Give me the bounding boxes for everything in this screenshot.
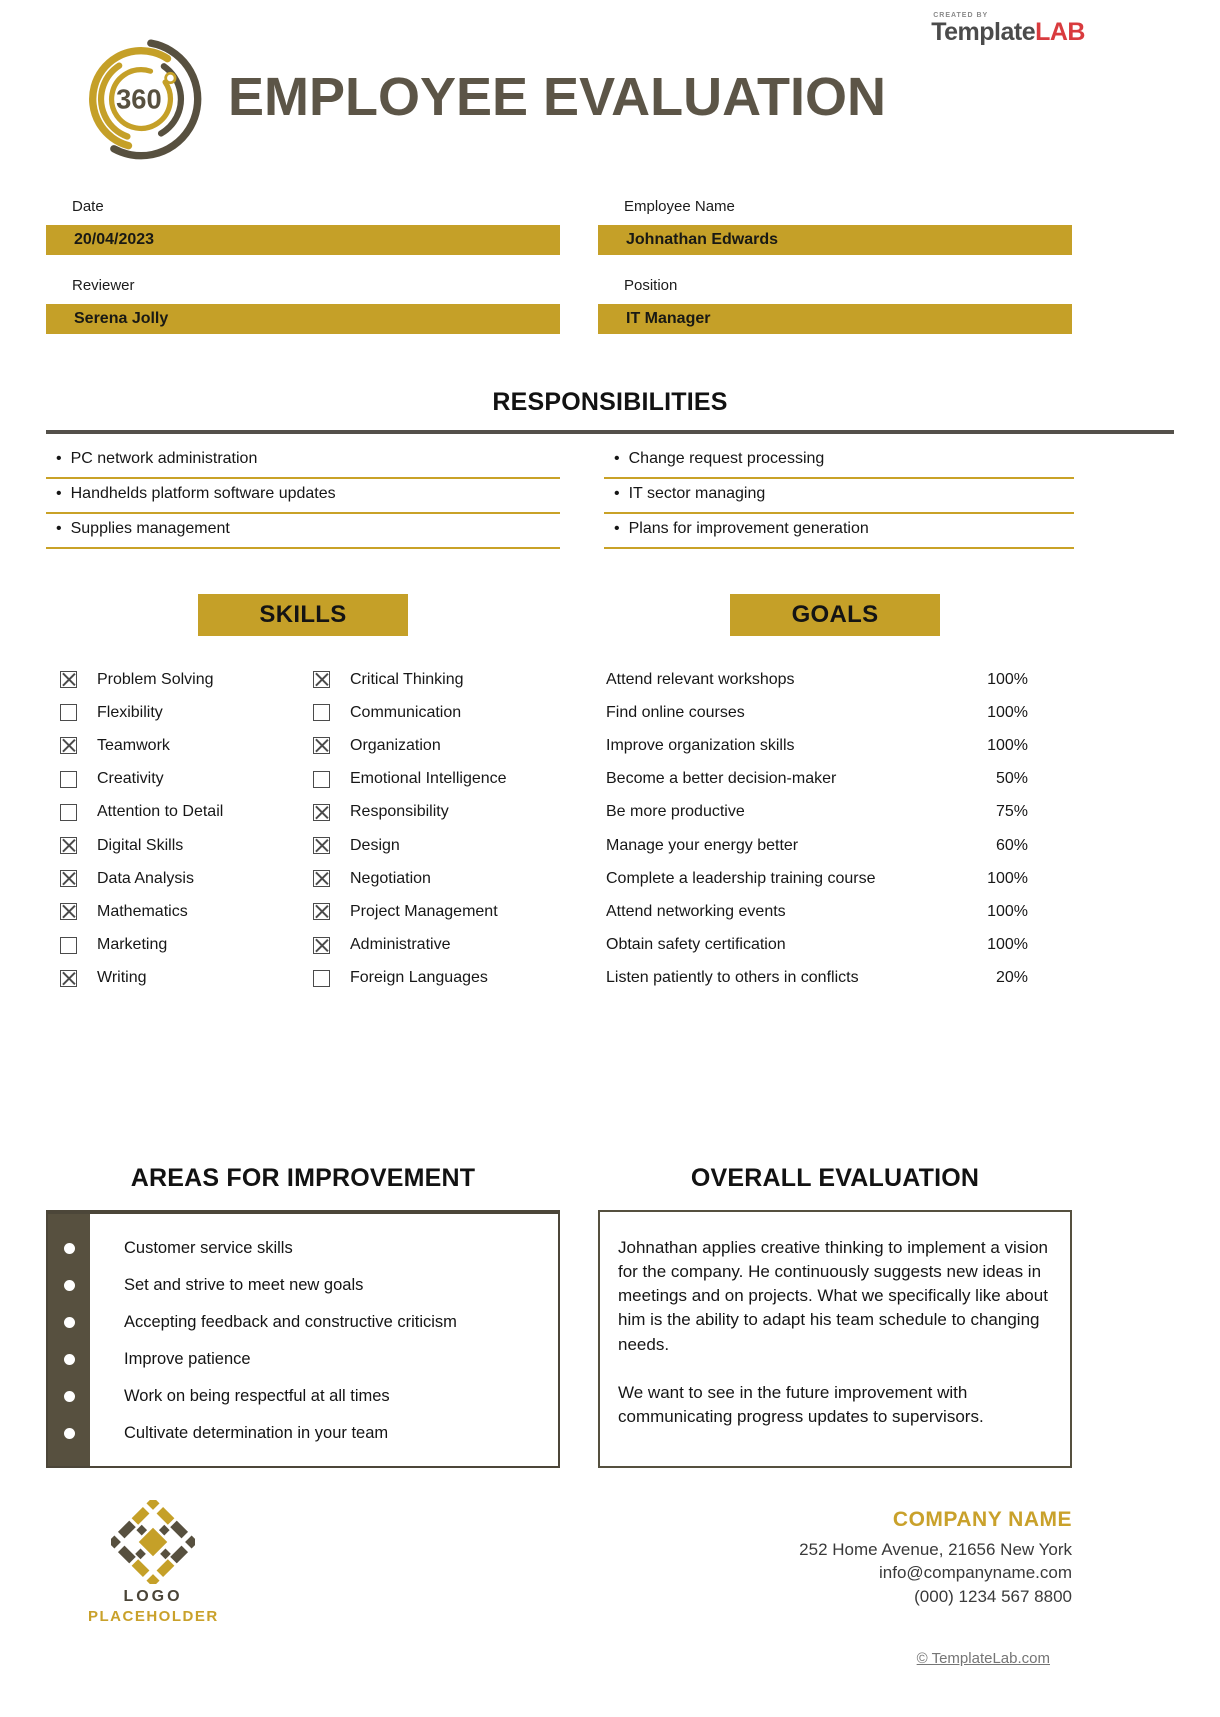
brand-lab-text: LAB (1035, 18, 1085, 46)
skill-item (60, 862, 313, 895)
goal-label: Listen patiently to others in conflicts (606, 969, 859, 987)
company-phone: (000) 1234 567 8800 (914, 1586, 1072, 1606)
skill-label: Teamwork (97, 736, 170, 754)
skill-item (313, 962, 560, 995)
goals-heading: GOALS (730, 594, 940, 636)
responsibility-label: Supplies management (70, 520, 230, 537)
skill-item (60, 929, 313, 962)
created-by-label: CREATED BY (933, 12, 989, 19)
skill-item (60, 763, 313, 796)
checkbox-checked-icon[interactable] (313, 737, 330, 754)
improvement-box (46, 1210, 560, 1468)
responsibility-item (604, 444, 1074, 479)
checkbox-checked-icon[interactable] (60, 837, 77, 854)
goal-row (598, 962, 1072, 995)
bullet-dot-icon (64, 1391, 75, 1402)
goal-row (598, 862, 1072, 895)
company-info (799, 1508, 1072, 1608)
checkbox-checked-icon[interactable] (60, 903, 77, 920)
checkbox-checked-icon[interactable] (313, 903, 330, 920)
goal-percentage: 50% (995, 770, 1028, 788)
date-label: Date (72, 198, 104, 215)
goal-label: Become a better decision-maker (606, 770, 837, 788)
improvement-item (124, 1415, 558, 1452)
improvement-label: Cultivate determination in your team (124, 1424, 389, 1442)
page-title: EMPLOYEE EVALUATION (228, 67, 887, 127)
goal-label: Complete a leadership training course (606, 869, 876, 887)
responsibilities-section (46, 388, 1174, 549)
skill-label: Design (350, 836, 400, 854)
skill-label: Flexibility (97, 703, 163, 721)
skill-item (313, 729, 560, 762)
goal-percentage: 100% (987, 936, 1028, 954)
goal-label: Be more productive (606, 803, 745, 821)
skill-label: Project Management (350, 902, 498, 920)
goal-label: Improve organization skills (606, 736, 795, 754)
improvement-item (124, 1304, 558, 1341)
responsibilities-heading: RESPONSIBILITIES (492, 388, 728, 416)
responsibility-label: Change request processing (628, 450, 825, 467)
goal-row (598, 829, 1072, 862)
overall-paragraph: Johnathan applies creative thinking to implement a vision for the company. He continuously suggests new ideas in meetings and on projects. What we specifically like about him is the ability to adapt his team schedule to changing needs. (618, 1238, 1048, 1354)
bullet-icon: • (56, 485, 62, 502)
overall-paragraph: We want to see in the future improvement with communicating progress updates to supervisors. (618, 1382, 984, 1426)
responsibility-item (46, 444, 560, 479)
skill-label: Creativity (97, 770, 164, 788)
responsibility-item (46, 514, 560, 549)
goal-percentage: 100% (987, 869, 1028, 887)
checkbox-unchecked-icon[interactable] (313, 704, 330, 721)
goal-row (598, 729, 1072, 762)
improvement-label: Improve patience (124, 1350, 251, 1368)
header-fields (46, 198, 1072, 334)
templatelab-logo (931, 12, 1085, 45)
checkbox-unchecked-icon[interactable] (60, 771, 77, 788)
field-reviewer (46, 277, 560, 334)
skill-label: Communication (350, 703, 462, 721)
goal-label: Attend relevant workshops (606, 670, 795, 688)
goal-row (598, 796, 1072, 829)
reviewer-label: Reviewer (72, 277, 135, 294)
improvement-label: Accepting feedback and constructive criticism (124, 1313, 457, 1331)
improvement-label: Set and strive to meet new goals (124, 1276, 364, 1294)
skill-label: Writing (97, 969, 147, 987)
skill-item (313, 829, 560, 862)
improvement-item (124, 1230, 558, 1267)
skills-column (46, 594, 560, 995)
checkbox-checked-icon[interactable] (313, 671, 330, 688)
skill-label: Organization (350, 736, 441, 754)
checkbox-checked-icon[interactable] (60, 671, 77, 688)
employee-name-value-field[interactable]: Johnathan Edwards (598, 225, 1072, 255)
logo-placeholder-line2: PLACEHOLDER (88, 1608, 219, 1625)
responsibility-label: Plans for improvement generation (628, 520, 869, 537)
skill-label: Negotiation (350, 869, 431, 887)
skill-item (60, 829, 313, 862)
company-email[interactable]: info@companyname.com (878, 1563, 1072, 1583)
responsibilities-left-list (46, 444, 560, 549)
skill-label: Data Analysis (97, 869, 194, 887)
logo-placeholder (88, 1500, 218, 1625)
reviewer-value-field[interactable]: Serena Jolly (46, 304, 560, 334)
bullet-dot-icon (64, 1354, 75, 1365)
skill-item (313, 862, 560, 895)
responsibility-item (604, 514, 1074, 549)
skill-item (60, 729, 313, 762)
goal-percentage: 100% (987, 703, 1028, 721)
improvement-item (124, 1378, 558, 1415)
checkbox-checked-icon[interactable] (313, 837, 330, 854)
goal-label: Obtain safety certification (606, 936, 786, 954)
skill-item (60, 962, 313, 995)
skills-heading: SKILLS (198, 594, 408, 636)
goal-percentage: 75% (995, 803, 1028, 821)
skill-item (313, 895, 560, 928)
goal-percentage: 60% (995, 836, 1028, 854)
goals-column (598, 594, 1072, 995)
skill-item (313, 763, 560, 796)
responsibility-item (604, 479, 1074, 514)
position-value-field[interactable]: IT Manager (598, 304, 1072, 334)
bullet-dot-icon (64, 1280, 75, 1291)
goal-row (598, 895, 1072, 928)
skill-item (60, 696, 313, 729)
brand-template-text: Template (931, 18, 1036, 46)
checkbox-checked-icon[interactable] (313, 804, 330, 821)
skill-item (60, 895, 313, 928)
improvement-heading: AREAS FOR IMPROVEMENT (130, 1164, 476, 1192)
goal-row (598, 763, 1072, 796)
responsibility-label: Handhelds platform software updates (70, 485, 336, 502)
goals-list (598, 663, 1072, 995)
improvement-label: Work on being respectful at all times (124, 1387, 390, 1405)
overall-evaluation-box (598, 1210, 1072, 1468)
overall-heading: OVERALL EVALUATION (690, 1164, 980, 1192)
skills-goals-section (46, 594, 1072, 995)
skill-label: Problem Solving (97, 670, 214, 688)
goal-percentage: 100% (987, 736, 1028, 754)
goal-percentage: 20% (995, 969, 1028, 987)
logo-placeholder-line1: LOGO (123, 1588, 183, 1605)
bullet-icon: • (56, 520, 62, 537)
responsibility-label: IT sector managing (628, 485, 766, 502)
checkbox-checked-icon[interactable] (60, 970, 77, 987)
skill-item (60, 796, 313, 829)
field-date (46, 198, 560, 255)
employee-name-label: Employee Name (624, 198, 735, 215)
copyright-link[interactable]: © TemplateLab.com (916, 1650, 1050, 1667)
checkbox-unchecked-icon[interactable] (313, 771, 330, 788)
skill-label: Mathematics (97, 902, 188, 920)
logo-360-text: 360 (116, 83, 162, 115)
skill-label: Administrative (350, 936, 451, 954)
skill-item (313, 696, 560, 729)
goal-label: Find online courses (606, 703, 745, 721)
skill-label: Critical Thinking (350, 670, 464, 688)
field-position (598, 277, 1072, 334)
goal-label: Attend networking events (606, 902, 786, 920)
logo-placeholder-icon (111, 1500, 195, 1584)
goal-row (598, 696, 1072, 729)
checkbox-checked-icon[interactable] (313, 937, 330, 954)
skill-label: Emotional Intelligence (350, 770, 507, 788)
improvement-label: Customer service skills (124, 1239, 293, 1257)
field-employee-name (598, 198, 1072, 255)
responsibilities-divider (46, 430, 1174, 434)
improvement-item (124, 1267, 558, 1304)
bullet-dot-icon (64, 1243, 75, 1254)
skill-label: Foreign Languages (350, 969, 488, 987)
skill-item (313, 929, 560, 962)
skill-label: Responsibility (350, 803, 449, 821)
bullet-icon: • (614, 485, 620, 502)
skill-label: Attention to Detail (97, 803, 224, 821)
checkbox-checked-icon[interactable] (60, 737, 77, 754)
checkbox-unchecked-icon[interactable] (60, 804, 77, 821)
responsibility-item (46, 479, 560, 514)
checkbox-checked-icon[interactable] (313, 870, 330, 887)
improvement-item (124, 1341, 558, 1378)
company-address: 252 Home Avenue, 21656 New York (799, 1540, 1072, 1559)
skill-item (313, 663, 560, 696)
checkbox-unchecked-icon[interactable] (60, 704, 77, 721)
checkbox-checked-icon[interactable] (60, 870, 77, 887)
bullet-icon: • (614, 520, 620, 537)
skills-list (46, 663, 560, 995)
logo-360-icon (78, 36, 204, 162)
improvement-list (124, 1214, 558, 1452)
skill-item (60, 663, 313, 696)
bullet-dot-icon (64, 1428, 75, 1439)
responsibility-label: PC network administration (70, 450, 258, 467)
company-name: COMPANY NAME (892, 1508, 1072, 1531)
goal-percentage: 100% (987, 670, 1028, 688)
goal-percentage: 100% (987, 902, 1028, 920)
skill-label: Marketing (97, 936, 168, 954)
position-label: Position (624, 277, 678, 294)
goal-label: Manage your energy better (606, 836, 799, 854)
date-value-field[interactable]: 20/04/2023 (46, 225, 560, 255)
responsibilities-right-list (604, 444, 1074, 549)
checkbox-unchecked-icon[interactable] (60, 937, 77, 954)
bullet-icon: • (56, 450, 62, 467)
skill-item (313, 796, 560, 829)
goal-row (598, 663, 1072, 696)
bullet-dot-icon (64, 1317, 75, 1328)
skill-label: Digital Skills (97, 836, 184, 854)
goal-row (598, 929, 1072, 962)
bullet-icon: • (614, 450, 620, 467)
checkbox-unchecked-icon[interactable] (313, 970, 330, 987)
